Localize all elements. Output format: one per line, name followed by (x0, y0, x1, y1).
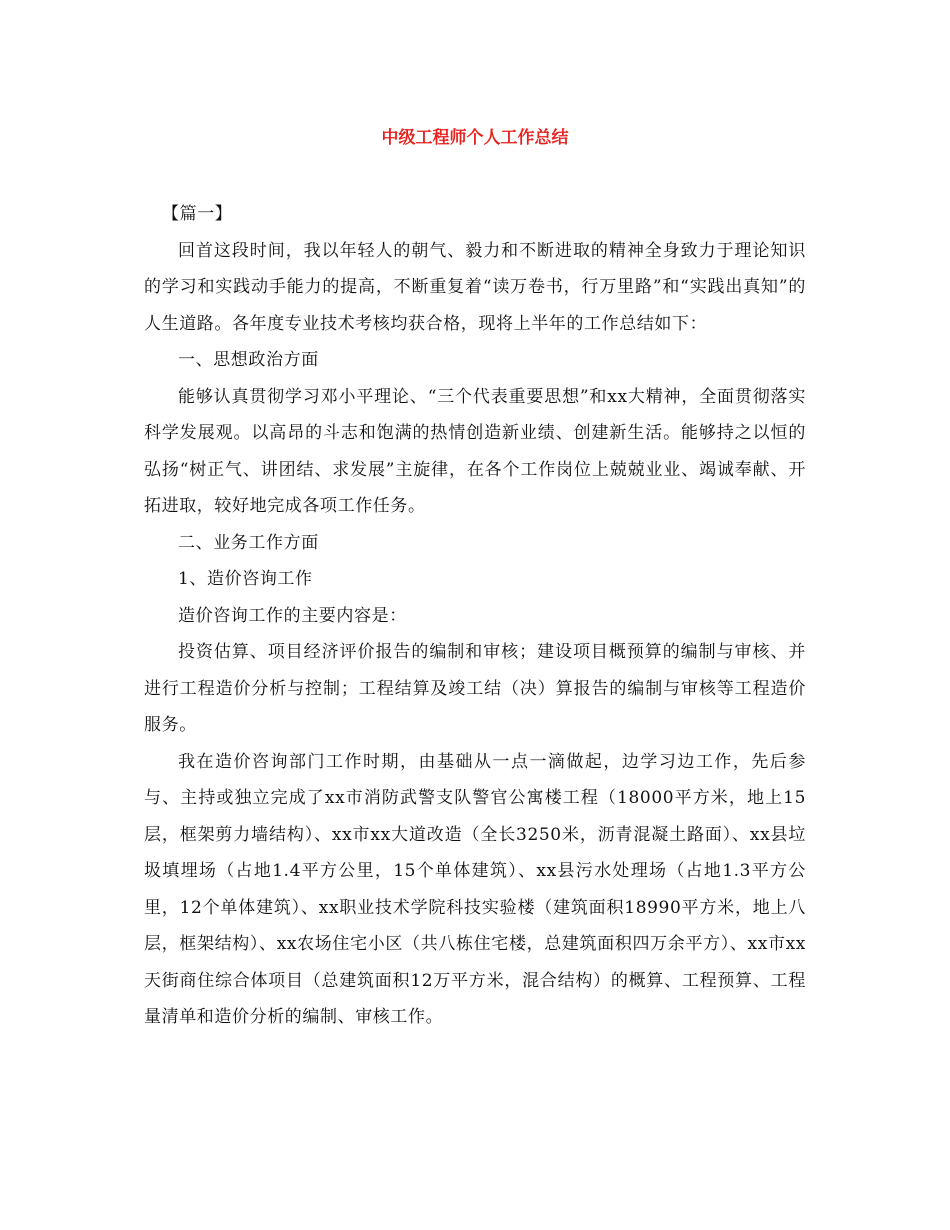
heading-cost-consulting: 1、造价咨询工作 (178, 569, 313, 589)
paragraph-main-content-label: 造价咨询工作的主要内容是： (178, 605, 407, 626)
heading-business: 二、业务工作方面 (178, 532, 319, 553)
document-title: 中级工程师个人工作总结 (381, 128, 569, 148)
paragraph-main-content: 投资估算、项目经济评价报告的编制和审核；建设项目概预算的编制与审核、并进行工程造价分析与控制；工程结算及竣工结（决）算报告的编制与审核等工程造价服务。 (144, 642, 806, 735)
section-label: 【篇一】 (162, 204, 233, 224)
paragraph-projects: 我在造价咨询部门工作时期，由基础从一点一滴做起，边学习边工作，先后参与、主持或独立完成了xx市消防武警支队警官公寓楼工程（18000平方米，地上15层，框架剪力墙结构）、xx市xx大道改造（全长3250米，沥青混凝土路面）、xx县垃圾填埋场（占地1.4平方公里，15个单体建筑）、xx县污水处理场（占地1.3平方公里，12个单体建筑）、xx职业技术学院科技实验楼（建筑面积18990平方米，地上八层，框架结构）、xx农场住宅小区（共八栋住宅楼，总建筑面积四万余平方）、xx市xx天街商住综合体项目（总建筑面积12万平方米，混合结构）的概算、工程预算、工程量清单和造价分析的编制、审核工作。 (144, 751, 806, 1027)
paragraph-political: 能够认真贯彻学习邓小平理论、“三个代表重要思想”和xx大精神，全面贯彻落实科学发展观。以高昂的斗志和饱满的热情创造新业绩、创建新生活。能够持之以恒的弘扬“树正气、讲团结、求发展”主旋律，在各个工作岗位上兢兢业业、竭诚奉献、开拓进取，较好地完成各项工作任务。 (144, 386, 806, 516)
paragraph-intro: 回首这段时间，我以年轻人的朝气、毅力和不断进取的精神全身致力于理论知识的学习和实践动手能力的提高，不断重复着“读万卷书，行万里路”和“实践出真知”的人生道路。各年度专业技术考核均获合格，现将上半年的工作总结如下： (144, 240, 806, 334)
heading-political: 一、思想政治方面 (178, 350, 319, 370)
document-body (144, 196, 806, 1036)
